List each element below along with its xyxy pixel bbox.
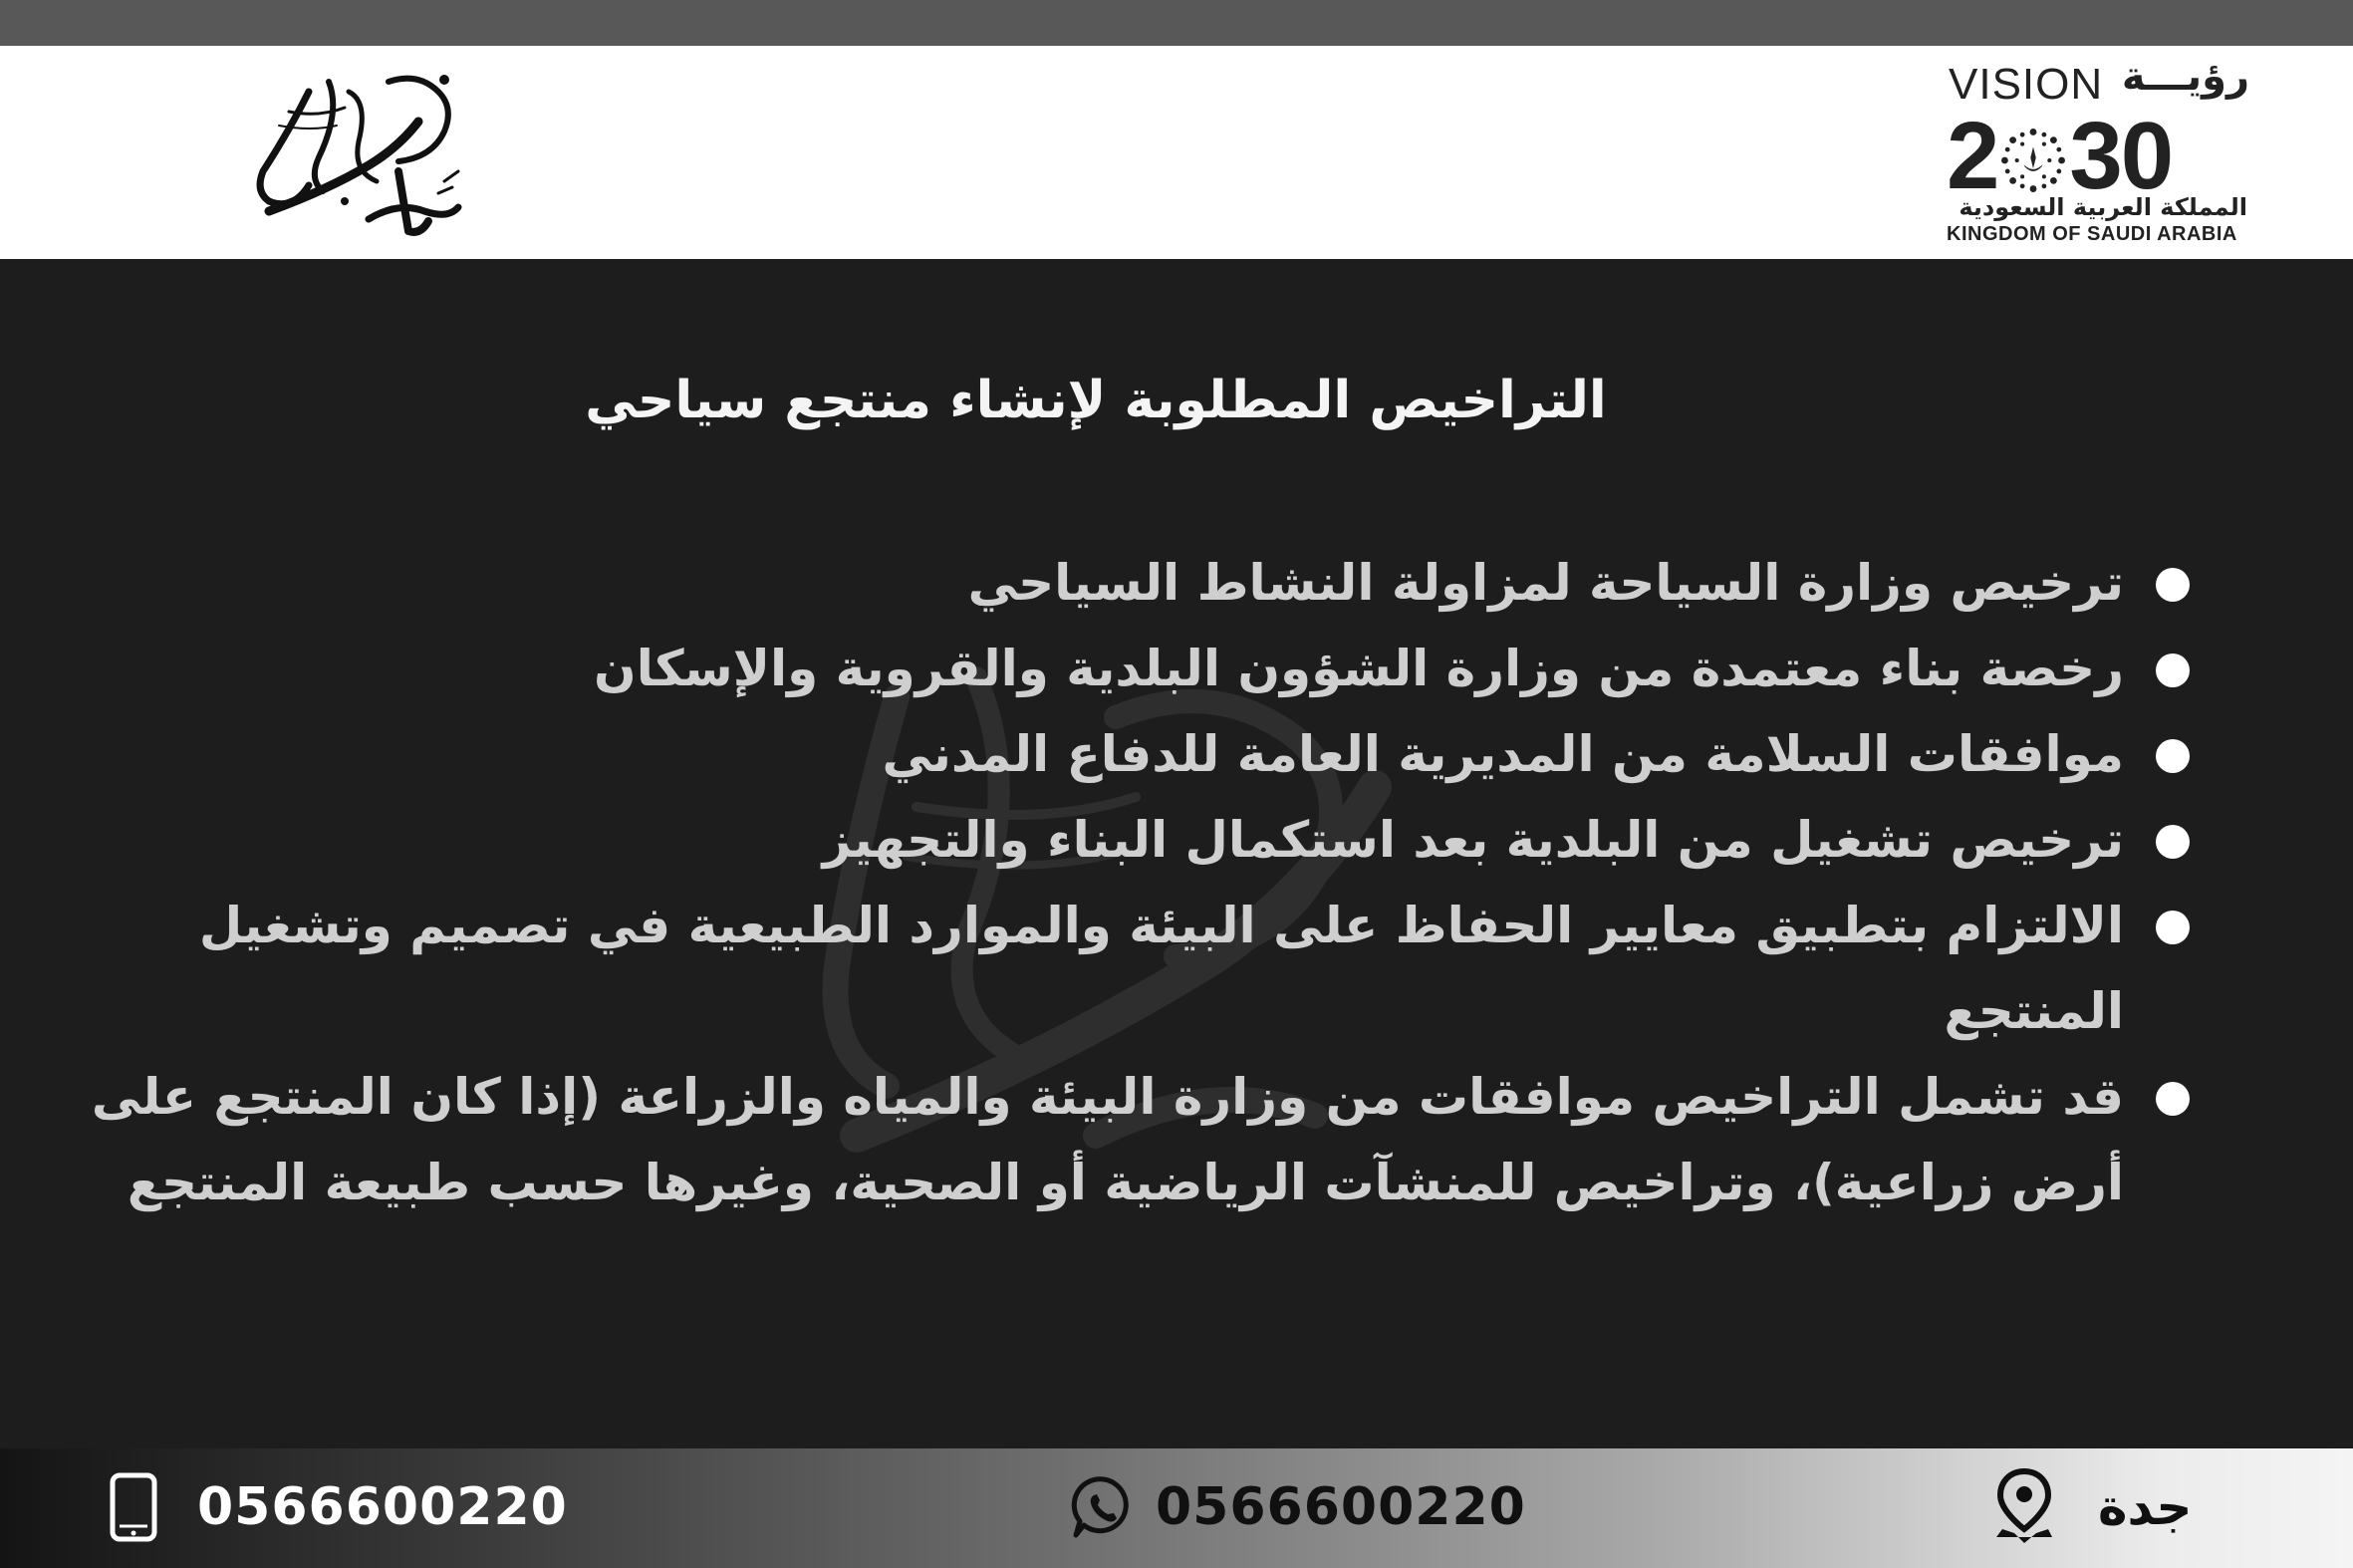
- list-item: [50, 626, 2212, 711]
- country-en-text: KINGDOM OF SAUDI ARABIA: [1947, 223, 2237, 245]
- vision-ar-text: رؤيـــة: [2121, 54, 2249, 100]
- country-ar-text: المملكة العربية السعودية: [1959, 193, 2247, 221]
- list-item: [50, 540, 2212, 626]
- whatsapp-icon: [1070, 1473, 1138, 1541]
- top-bar: [0, 0, 2353, 46]
- list-item-text: قد تشمل التراخيص موافقات من وزارة البيئة والمياه والزراعة (إذا كان المنتجع على أرض زراعية)، وتراخيص للمنشآت الرياضية أو الصحية، وغيرها حسب طبيعة المنتجع: [91, 1068, 2124, 1211]
- calligraphy-signature-icon: [249, 62, 478, 241]
- emblem-icon: [1999, 127, 2067, 194]
- list-item: [50, 883, 2212, 1054]
- city-label: جدة: [2098, 1478, 2193, 1536]
- bullet-icon: [2156, 653, 2190, 687]
- list-item-text: موافقات السلامة من المديرية العامة للدفاع المدني: [882, 725, 2124, 783]
- mobile-phone-icon: [110, 1472, 157, 1542]
- list-item-text: رخصة بناء معتمدة من وزارة الشؤون البلدية والقروية والإسكان: [594, 640, 2124, 697]
- bullet-icon: [2156, 825, 2190, 859]
- location-pin-icon: [1992, 1467, 2056, 1547]
- footer-location: [1992, 1462, 2192, 1552]
- bullet-icon: [2156, 1082, 2190, 1116]
- vision-year-left: 2: [1947, 103, 1998, 209]
- phone-number[interactable]: 0566600220: [197, 1477, 568, 1537]
- page-title: التراخيص المطلوبة لإنشاء منتجع سياحي: [585, 371, 1607, 430]
- whatsapp-number[interactable]: 0566600220: [1156, 1477, 1526, 1537]
- bullet-icon: [2156, 911, 2190, 944]
- list-item: [50, 1054, 2212, 1225]
- footer-phone: [110, 1462, 568, 1552]
- list-item-text: ترخيص تشغيل من البلدية بعد استكمال البناء والتجهيز: [822, 811, 2124, 869]
- requirements-list: [50, 540, 2212, 1225]
- list-item-text: الالتزام بتطبيق معايير الحفاظ على البيئة والموارد الطبيعية في تصميم وتشغيل المنتجع: [198, 897, 2124, 1040]
- bullet-icon: [2156, 739, 2190, 773]
- list-item: [50, 711, 2212, 797]
- list-item-text: ترخيص وزارة السياحة لمزاولة النشاط السياحي: [967, 554, 2124, 612]
- bullet-icon: [2156, 568, 2190, 602]
- vision-en-text: VISION: [1949, 60, 2104, 109]
- vision-year-right: 30: [2069, 103, 2173, 209]
- list-item: [50, 797, 2212, 883]
- vision-2030-logo: [1945, 54, 2263, 249]
- footer-whatsapp: [1070, 1462, 1526, 1552]
